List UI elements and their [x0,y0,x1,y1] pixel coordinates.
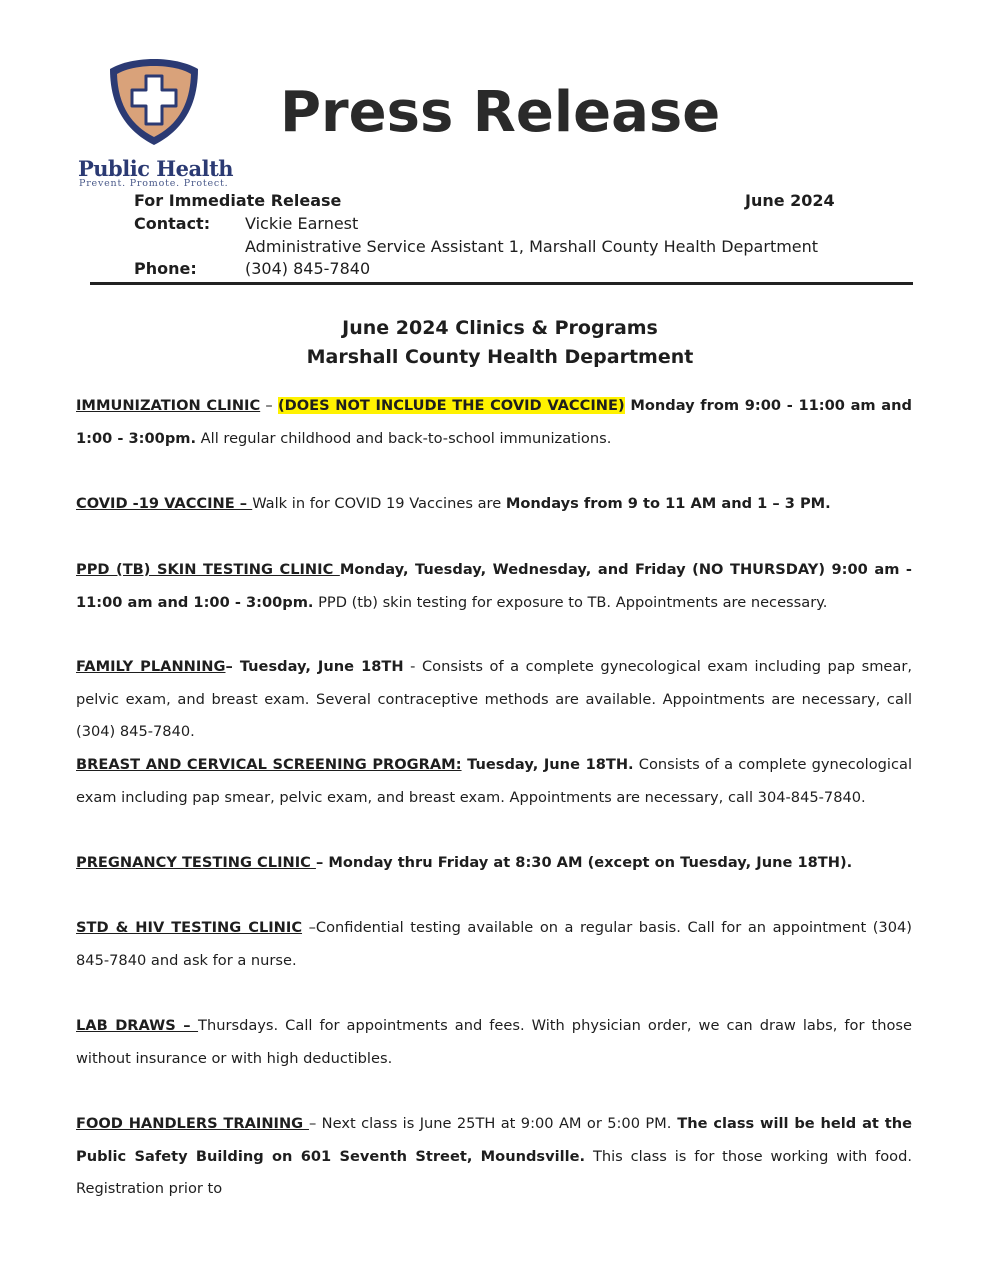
immunization-paragraph [76,390,912,455]
std-hiv-paragraph [76,912,912,977]
breast-cervical-date: Tuesday, June 18TH. [461,756,634,773]
immunization-title: IMMUNIZATION CLINIC [76,397,261,414]
contact-title: Administrative Service Assistant 1, Marshall County Health Department [245,237,819,256]
public-health-logo [78,56,238,188]
breast-cervical-paragraph [76,749,912,814]
breast-cervical-title: BREAST AND CERVICAL SCREENING PROGRAM: [76,756,462,773]
contact-name: Vickie Earnest [245,214,359,233]
page-title: Press Release [280,80,721,145]
covid-hours: Mondays from 9 to 11 AM and 1 – 3 PM. [505,495,831,512]
lab-draws-text: Thursdays. Call for appointments and fees. With physician order, we can draw labs, for those without insurance or with high deductibles. [76,1017,913,1067]
logo-tagline: Prevent. Promote. Protect. [79,178,229,189]
food-handlers-text1: – Next class is June 25TH at 9:00 AM or 5:00 PM. [309,1115,672,1132]
food-handlers-location: The class will be held at the Public Safety Building on 601 Seventh Street, Moundsville. [76,1115,912,1165]
immunization-dash: – [260,397,278,414]
logo-wordmark: Public Health [78,156,234,181]
ppd-paragraph [76,554,912,619]
phone-number: (304) 845-7840 [245,259,371,278]
std-hiv-title: STD & HIV TESTING CLINIC [76,919,303,936]
header-divider [90,282,913,285]
family-planning-date: – Tuesday, June 18TH [225,658,404,675]
breast-cervical-text: Consists of a complete gynecological exam including pap smear, pelvic exam, and breast exam. Appointments are necessary, call 304-845-7840. [76,756,912,806]
family-planning-paragraph [76,651,912,749]
ppd-text: PPD (tb) skin testing for exposure to TB. Appointments are necessary. [313,593,828,611]
phone-label: Phone: [134,259,197,278]
shield-cross-icon [106,56,202,148]
section-heading-line2: Marshall County Health Department [306,346,694,368]
pregnancy-title: PREGNANCY TESTING CLINIC [76,854,316,871]
ppd-hours: Monday, Tuesday, Wednesday, and Friday (NO THURSDAY) 9:00 am - 11:00 am and 1:00 - 3:00pm. [76,561,912,611]
immunization-hours: Monday from 9:00 - 11:00 am and 1:00 - 3:00pm. [76,397,912,447]
std-hiv-text: –Confidential testing available on a regular basis. Call for an appointment (304) 845-7840 and ask for a nurse. [76,919,912,969]
immunization-text: All regular childhood and back-to-school immunizations. [196,429,612,447]
family-planning-text: - Consists of a complete gynecological exam including pap smear, pelvic exam, and breast exam. Several contraceptive methods are available. Appointments are necessary, call (304) 845-7840. [76,658,912,740]
pregnancy-paragraph [76,847,912,880]
covid-text: Walk in for COVID 19 Vaccines are [252,495,506,512]
food-handlers-title: FOOD HANDLERS TRAINING [76,1115,309,1132]
family-planning-title: FAMILY PLANNING [76,658,226,675]
lab-draws-title: LAB DRAWS – [76,1017,199,1034]
release-date: June 2024 [745,191,835,210]
food-handlers-text2: This class is for those working with food. Registration prior to [76,1147,912,1197]
covid-paragraph [76,488,912,521]
covid-title: COVID -19 VACCINE – [76,495,253,512]
contact-label: Contact: [134,214,211,233]
release-label: For Immediate Release [134,191,342,210]
lab-draws-paragraph [76,1010,912,1075]
immunization-highlight: (DOES NOT INCLUDE THE COVID VACCINE) [277,397,625,414]
ppd-title: PPD (TB) SKIN TESTING CLINIC [76,561,340,578]
section-heading-line1: June 2024 Clinics & Programs [342,317,658,339]
food-handlers-paragraph [76,1108,912,1206]
pregnancy-hours: – Monday thru Friday at 8:30 AM (except on Tuesday, June 18TH). [315,854,853,871]
